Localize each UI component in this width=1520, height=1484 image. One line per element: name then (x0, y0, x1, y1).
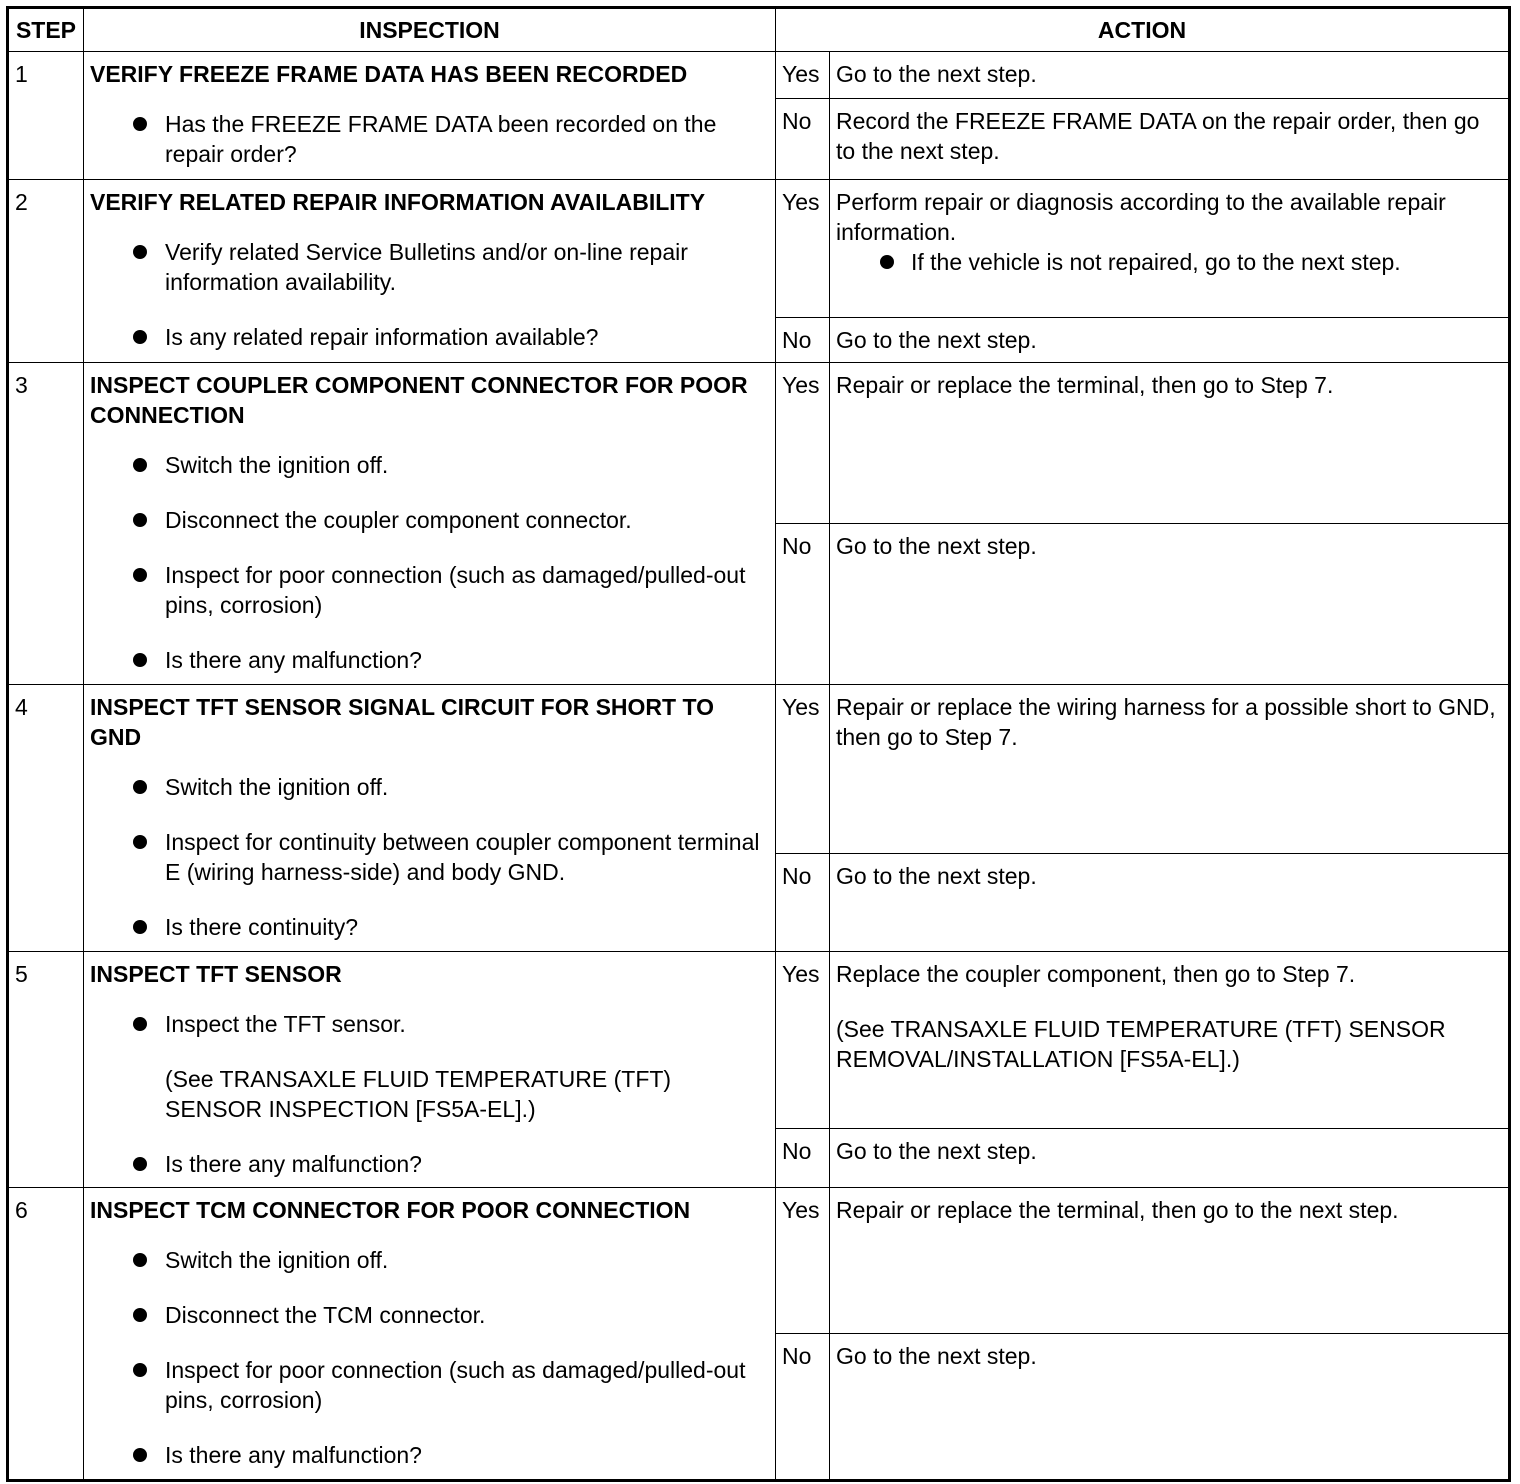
no-label: No (776, 318, 830, 363)
bullet-dot-icon (133, 513, 147, 527)
action-reference-note: (See TRANSAXLE FLUID TEMPERATURE (TFT) SENSOR REMOVAL/INSTALLATION [FS5A-EL].) (836, 1016, 1446, 1072)
no-label: No (776, 99, 830, 180)
yes-label: Yes (776, 685, 830, 854)
bullet-dot-icon (880, 255, 894, 269)
bullet-dot-icon (133, 458, 147, 472)
no-action: Record the FREEZE FRAME DATA on the repair order, then go to the next step. (830, 99, 1510, 180)
inspection-bullet: Switch the ignition off. (90, 450, 769, 480)
header-inspection: INSPECTION (84, 8, 776, 52)
inspection-bullet: Inspect the TFT sensor. (90, 1009, 769, 1039)
step-2-yes-row (8, 180, 1510, 318)
yes-action: Repair or replace the terminal, then go to the next step. (830, 1188, 1510, 1334)
inspection-bullet: Disconnect the coupler component connector. (90, 505, 769, 535)
no-label: No (776, 524, 830, 685)
bullet-dot-icon (133, 117, 147, 131)
inspection-bullet: Is there continuity? (90, 912, 769, 942)
table-header-row (8, 8, 1510, 52)
yes-action: Repair or replace the terminal, then go to Step 7. (830, 363, 1510, 524)
inspection-bullet: Is there any malfunction? (90, 1440, 769, 1470)
inspection-bullet: Is there any malfunction? (90, 645, 769, 675)
inspection-cell (84, 1188, 776, 1481)
yes-label: Yes (776, 1188, 830, 1334)
diagnostic-procedure-table (6, 6, 1511, 1482)
step-5-yes-row (8, 952, 1510, 1129)
inspection-title: VERIFY FREEZE FRAME DATA HAS BEEN RECORDED (90, 61, 688, 87)
bullet-dot-icon (133, 1017, 147, 1031)
step-6-yes-row (8, 1188, 1510, 1334)
no-action: Go to the next step. (830, 524, 1510, 685)
step-number: 3 (8, 363, 84, 685)
bullet-dot-icon (133, 780, 147, 794)
no-label: No (776, 1334, 830, 1481)
no-action: Go to the next step. (830, 318, 1510, 363)
inspection-bullet: Inspect for poor connection (such as damaged/pulled-out pins, corrosion) (90, 560, 769, 620)
no-label: No (776, 1129, 830, 1188)
inspection-title: INSPECT TFT SENSOR SIGNAL CIRCUIT FOR SHORT TO GND (90, 694, 715, 750)
step-number: 1 (8, 52, 84, 180)
bullet-dot-icon (133, 1308, 147, 1322)
bullet-dot-icon (133, 1363, 147, 1377)
inspection-bullet: Is any related repair information available? (90, 322, 769, 352)
no-label: No (776, 854, 830, 952)
inspection-title: VERIFY RELATED REPAIR INFORMATION AVAILABILITY (90, 189, 706, 215)
inspection-cell (84, 685, 776, 952)
step-3-yes-row (8, 363, 1510, 524)
yes-label: Yes (776, 363, 830, 524)
yes-action: Perform repair or diagnosis according to the available repair information. (836, 189, 1446, 245)
bullet-dot-icon (133, 653, 147, 667)
inspection-bullet: Switch the ignition off. (90, 1245, 769, 1275)
step-number: 5 (8, 952, 84, 1188)
yes-label: Yes (776, 180, 830, 318)
step-4-yes-row (8, 685, 1510, 854)
step-number: 6 (8, 1188, 84, 1481)
yes-action: Repair or replace the wiring harness for a possible short to GND, then go to Step 7. (830, 685, 1510, 854)
step-number: 4 (8, 685, 84, 952)
inspection-bullet: Switch the ignition off. (90, 772, 769, 802)
bullet-dot-icon (133, 245, 147, 259)
inspection-bullet: Is there any malfunction? (90, 1149, 769, 1179)
inspection-bullet: Disconnect the TCM connector. (90, 1300, 769, 1330)
no-action: Go to the next step. (830, 1334, 1510, 1481)
inspection-cell (84, 52, 776, 180)
yes-label: Yes (776, 952, 830, 1129)
bullet-dot-icon (133, 1448, 147, 1462)
yes-action: Go to the next step. (830, 52, 1510, 99)
bullet-dot-icon (133, 568, 147, 582)
yes-action-cell (830, 952, 1510, 1129)
inspection-cell (84, 180, 776, 363)
inspection-reference-note: (See TRANSAXLE FLUID TEMPERATURE (TFT) SENSOR INSPECTION [FS5A-EL].) (165, 1066, 672, 1122)
inspection-bullet: Verify related Service Bulletins and/or on-line repair information availability. (90, 237, 769, 297)
inspection-bullet: Inspect for poor connection (such as damaged/pulled-out pins, corrosion) (90, 1355, 769, 1415)
yes-label: Yes (776, 52, 830, 99)
action-bullet: If the vehicle is not repaired, go to the next step. (836, 247, 1502, 277)
yes-action-cell (830, 180, 1510, 318)
inspection-title: INSPECT COUPLER COMPONENT CONNECTOR FOR POOR CONNECTION (90, 372, 748, 428)
inspection-bullet: Has the FREEZE FRAME DATA been recorded on the repair order? (90, 109, 769, 169)
inspection-title: INSPECT TFT SENSOR (90, 961, 342, 987)
no-action: Go to the next step. (830, 854, 1510, 952)
inspection-cell (84, 952, 776, 1188)
header-action: ACTION (776, 8, 1510, 52)
step-1-yes-row (8, 52, 1510, 99)
bullet-dot-icon (133, 1253, 147, 1267)
no-action: Go to the next step. (830, 1129, 1510, 1188)
inspection-title: INSPECT TCM CONNECTOR FOR POOR CONNECTION (90, 1197, 691, 1223)
inspection-cell (84, 363, 776, 685)
bullet-dot-icon (133, 920, 147, 934)
bullet-dot-icon (133, 330, 147, 344)
bullet-dot-icon (133, 1157, 147, 1171)
bullet-dot-icon (133, 835, 147, 849)
step-number: 2 (8, 180, 84, 363)
header-step: STEP (8, 8, 84, 52)
inspection-bullet: Inspect for continuity between coupler component terminal E (wiring harness-side) and body GND. (90, 827, 769, 887)
yes-action: Replace the coupler component, then go to Step 7. (836, 961, 1356, 987)
